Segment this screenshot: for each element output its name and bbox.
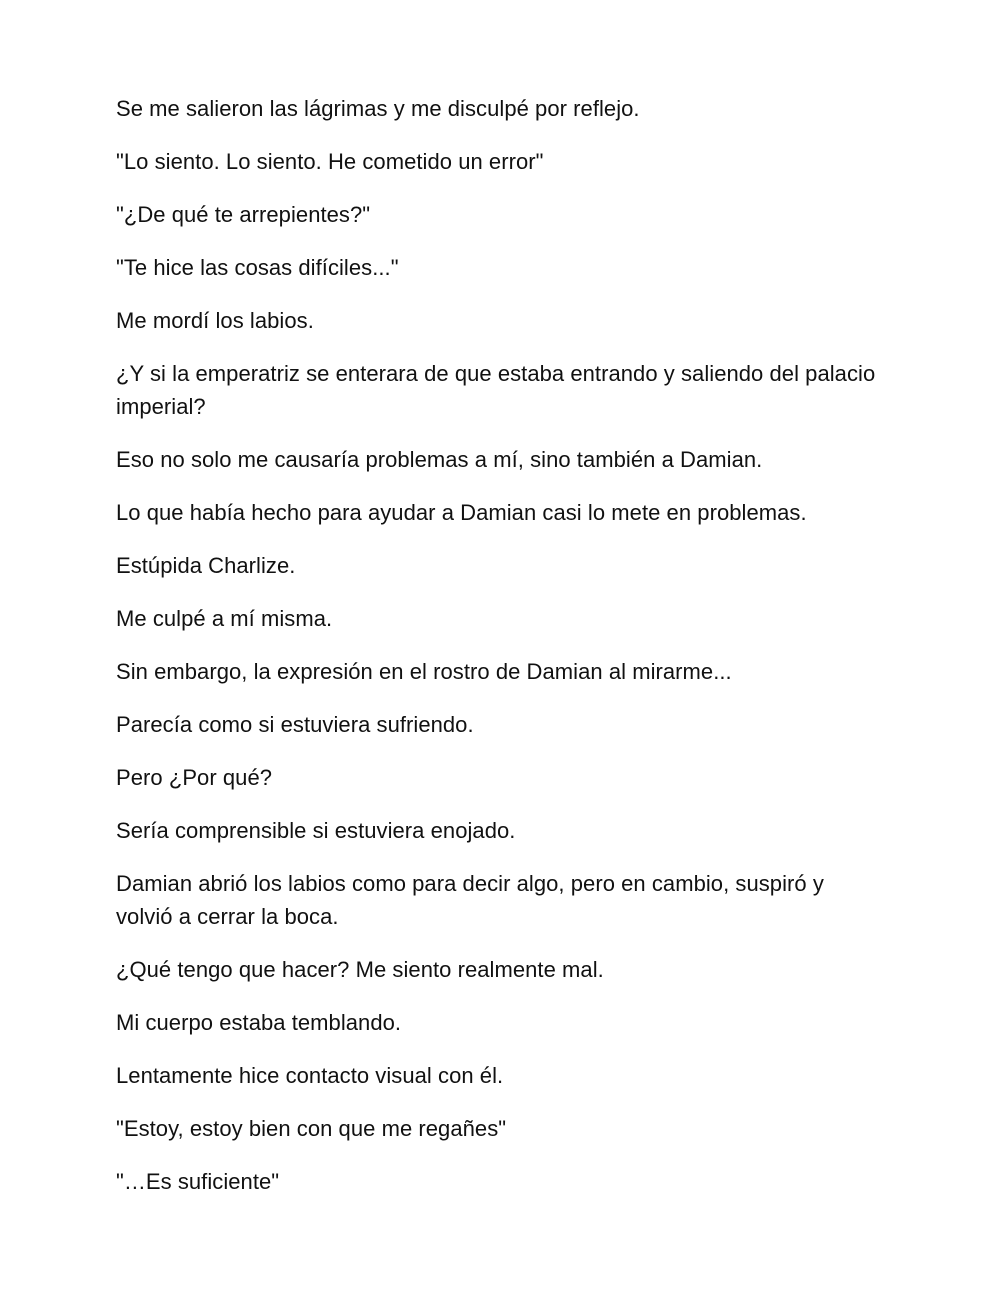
paragraph: Sería comprensible si estuviera enojado. (116, 818, 516, 843)
paragraph: Eso no solo me causaría problemas a mí, sino también a Damian. (116, 447, 763, 472)
paragraph: Parecía como si estuviera sufriendo. (116, 712, 474, 737)
paragraph: ¿Y si la emperatriz se enterara de que estaba entrando y saliendo del palacio imperial? (116, 361, 876, 419)
paragraph: Pero ¿Por qué? (116, 765, 273, 790)
paragraph: Estúpida Charlize. (116, 553, 296, 578)
paragraph: Se me salieron las lágrimas y me disculpé por reflejo. (116, 96, 640, 121)
paragraph: "…Es suficiente" (116, 1169, 280, 1194)
paragraph: Me mordí los labios. (116, 308, 314, 333)
paragraph: ¿Qué tengo que hacer? Me siento realmente mal. (116, 957, 604, 982)
paragraph: Lo que había hecho para ayudar a Damian casi lo mete en problemas. (116, 500, 807, 525)
paragraph: "Te hice las cosas difíciles..." (116, 255, 399, 280)
paragraph: Sin embargo, la expresión en el rostro de Damian al mirarme... (116, 659, 732, 684)
paragraph: "¿De qué te arrepientes?" (116, 202, 371, 227)
document-body (116, 92, 876, 1218)
paragraph: "Estoy, estoy bien con que me regañes" (116, 1116, 507, 1141)
paragraph: Me culpé a mí misma. (116, 606, 333, 631)
paragraph: Lentamente hice contacto visual con él. (116, 1063, 504, 1088)
paragraph: Damian abrió los labios como para decir algo, pero en cambio, suspiró y volvió a cerrar la boca. (116, 871, 824, 929)
paragraph: Mi cuerpo estaba temblando. (116, 1010, 402, 1035)
paragraph: "Lo siento. Lo siento. He cometido un error" (116, 149, 544, 174)
